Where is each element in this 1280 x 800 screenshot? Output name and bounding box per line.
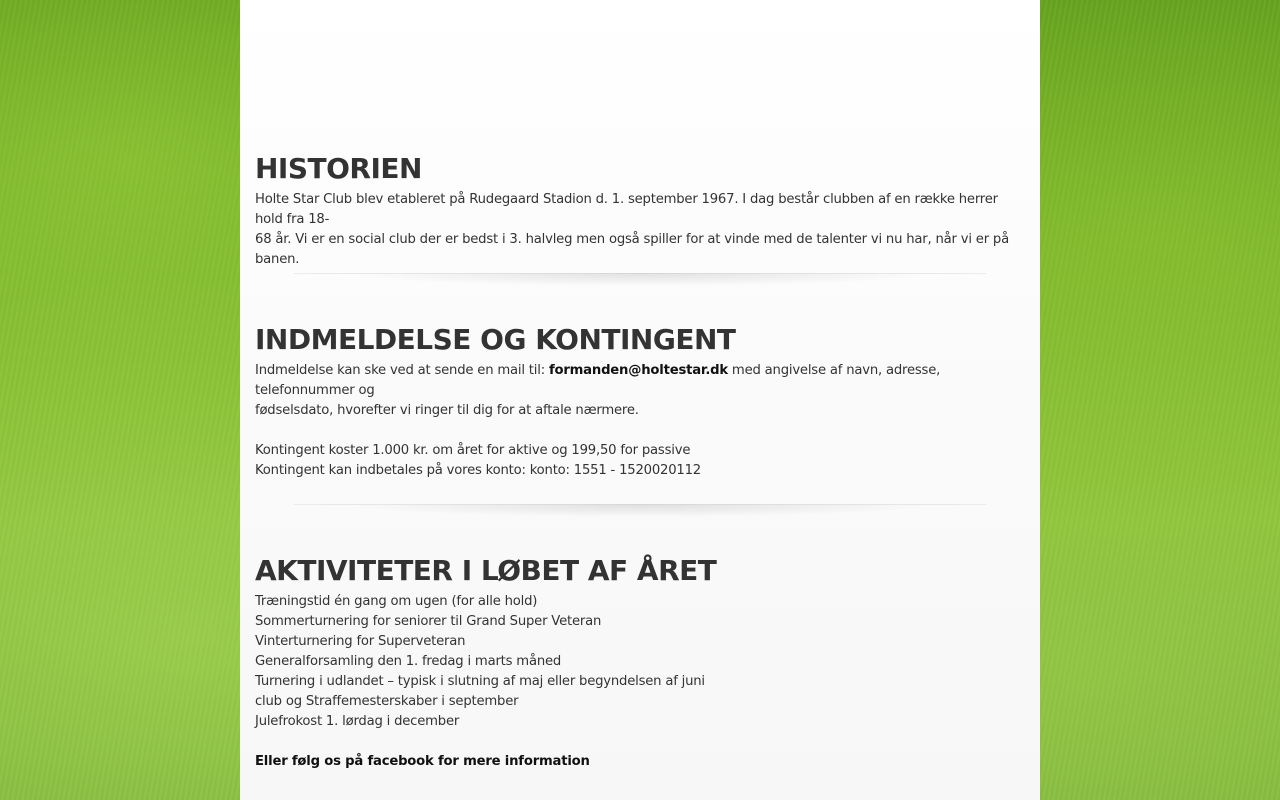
historien-line: 68 år. Vi er en social club der er bedst i 3. halvleg men også spiller for at vinde med de talenter vi nu har, når vi er på banen.: [255, 232, 1009, 267]
kontingent-account: Kontingent kan indbetales på vores konto: konto: 1551 - 1520020112: [255, 463, 701, 478]
historien-heading: HISTORIEN: [255, 152, 422, 185]
indmeldelse-line: [255, 361, 1025, 401]
indmeldelse-line: fødselsdato, hvorefter vi ringer til dig for at aftale nærmere.: [255, 403, 639, 418]
section-historien: [255, 152, 1025, 270]
content-panel: [240, 0, 1040, 800]
email-link[interactable]: formanden@holtestar.dk: [548, 363, 728, 378]
indmeldelse-suffix: med angivelse af navn, adresse, telefonnummer og: [255, 363, 941, 398]
activity-item: Generalforsamling den 1. fredag i marts måned: [255, 654, 562, 669]
section-divider: [294, 504, 986, 518]
section-divider: [294, 273, 986, 287]
section-indmeldelse: [255, 323, 1025, 481]
activity-item: club og Straffemesterskaber i september: [255, 694, 519, 709]
activity-item: Træningstid én gang om ugen (for alle hold): [255, 594, 538, 609]
indmeldelse-heading: INDMELDELSE OG KONTINGENT: [255, 323, 736, 356]
activity-item: Turnering i udlandet – typisk i slutning af maj eller begyndelsen af juni: [255, 674, 705, 689]
spacer: [255, 421, 1025, 441]
activity-item: Sommerturnering for seniorer til Grand Super Veteran: [255, 614, 602, 629]
historien-line: Holte Star Club blev etableret på Rudegaard Stadion d. 1. september 1967. I dag består clubben af en række herrer hold fra 18-: [255, 192, 998, 227]
aktiviteter-heading: AKTIVITETER I LØBET AF ÅRET: [255, 554, 717, 587]
facebook-link[interactable]: Eller følg os på facebook for mere information: [255, 754, 590, 769]
kontingent-fee: Kontingent koster 1.000 kr. om året for aktive og 199,50 for passive: [255, 443, 691, 458]
activity-item: Vinterturnering for Superveteran: [255, 634, 466, 649]
historien-text: [255, 190, 1025, 270]
section-aktiviteter: [255, 554, 1025, 772]
indmeldelse-text: [255, 361, 1025, 481]
aktiviteter-text: [255, 592, 1025, 772]
activity-item: Julefrokost 1. lørdag i december: [255, 714, 460, 729]
indmeldelse-prefix: Indmeldelse kan ske ved at sende en mail til:: [255, 363, 549, 378]
spacer: [255, 732, 1025, 752]
